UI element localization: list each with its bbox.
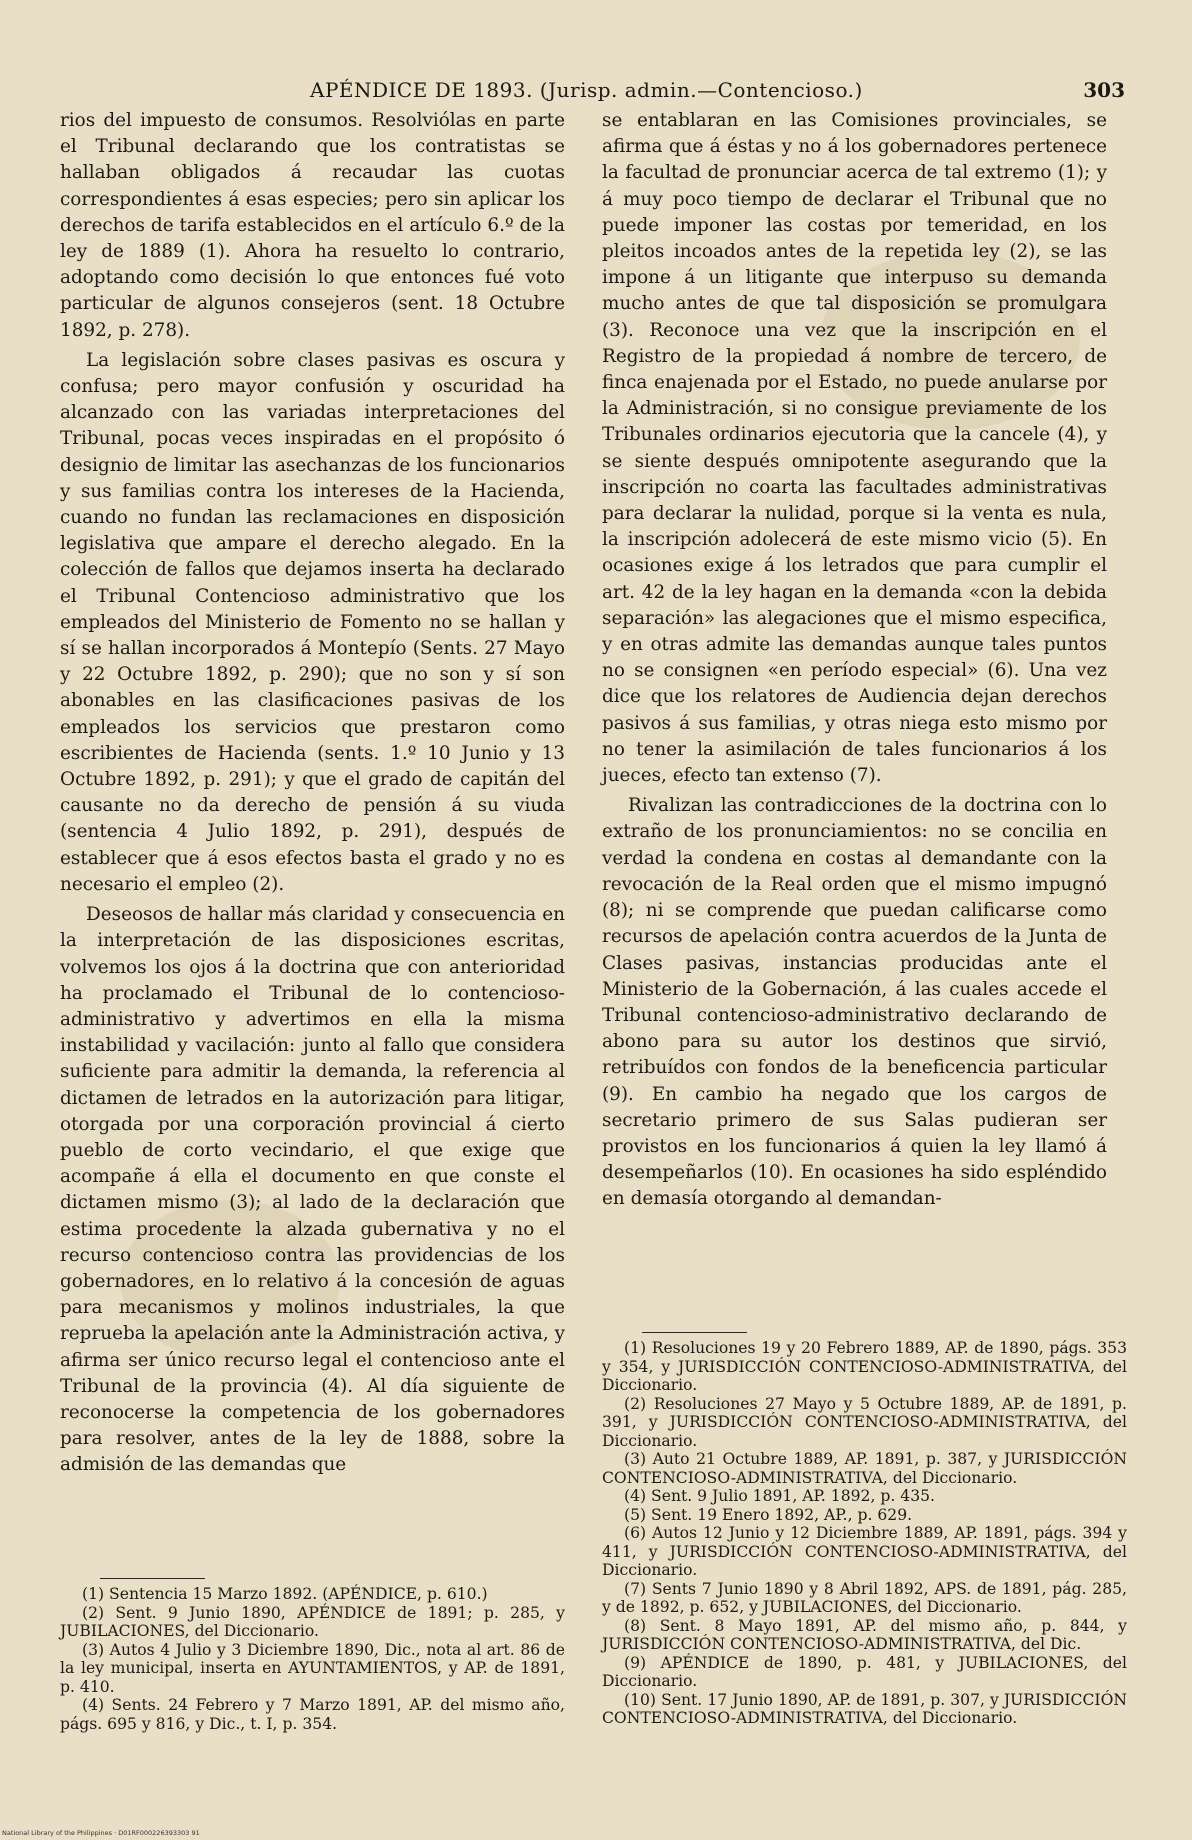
left-column — [60, 108, 565, 1479]
footnote: (4) Sents. 24 Febrero y 7 Marzo 1891, AP. del mismo año, págs. 695 y 816, y Dic., t. I, p. 354. — [60, 1696, 565, 1733]
header-title: APÉNDICE DE 1893. (Jurisp. admin.—Contencioso.) — [310, 78, 863, 102]
footnote: (2) Resoluciones 27 Mayo y 5 Octubre 1889, AP. de 1891, p. 391, y JURISDICCIÓN CONTENCIOSO-ADMINISTRATIVA, del Diccionario. — [602, 1394, 1127, 1450]
paragraph: Deseosos de hallar más claridad y consecuencia en la interpretación de las disposiciones escritas, volvemos los ojos á la doctrina que con anterioridad ha proclamado el Tribunal de lo contencioso-administrativo y advertimos en ella la misma instabilidad y vacilación: junto al fallo que considera suficiente para admitir la demanda, la referencia al dictamen de letrados en la autorización para litigar, otorgada por una corporación provincial á cierto pueblo de corto vecindario, el que exige que acompañe á ella el documento en que conste el dictamen mismo (3); al lado de la declaración que estima procedente la alzada gubernativa y no el recurso contencioso contra las providencias de los gobernadores, en lo relativo á la concesión de aguas para mecanismos y molinos industriales, la que reprueba la apelación ante la Administración activa, y afirma ser único recurso legal el contencioso ante el Tribunal de la provincia (4). Al día siguiente de reconocerse la competencia de los gobernadores para resolver, antes de la ley de 1888, sobre la admisión de las demandas que — [60, 904, 565, 1476]
right-footnotes — [602, 1332, 1127, 1728]
left-footnotes — [60, 1578, 565, 1733]
footnote: (5) Sent. 19 Enero 1892, AP., p. 629. — [624, 1505, 913, 1524]
footnote: (10) Sent. 17 Junio 1890, AP. de 1891, p. 307, y JURISDICCIÓN CONTENCIOSO-ADMINISTRATIVA, del Diccionario. — [602, 1690, 1127, 1727]
running-header — [60, 70, 1125, 110]
footnote: (7) Sents 7 Junio 1890 y 8 Abril 1892, APS. de 1891, pág. 285, y de 1892, p. 652, y JUBILACIONES, del Diccionario. — [602, 1579, 1127, 1616]
footnote: (9) APÉNDICE de 1890, p. 481, y JUBILACIONES, del Diccionario. — [602, 1653, 1127, 1690]
footnote: (6) Autos 12 Junio y 12 Diciembre 1889, AP. 1891, págs. 394 y 411, y JURISDICCIÓN CONTENCIOSO-ADMINISTRATIVA, del Diccionario. — [602, 1524, 1127, 1579]
footnote: (8) Sent. 8 Mayo 1891, AP. del mismo año, p. 844, y JURISDICCIÓN CONTENCIOSO-ADMINISTRATIVA, del Dic. — [602, 1616, 1127, 1653]
footnote: (4) Sent. 9 Julio 1891, AP. 1892, p. 435. — [624, 1487, 935, 1505]
paragraph: se entablaran en las Comisiones provinciales, se afirma que á éstas y no á los gobernadores pertenece la facultad de pronunciar acerca de tal extremo (1); y á muy poco tiempo de declarar el Tribunal que no puede imponer las costas por temeridad, en los pleitos incoados antes de la repetida ley (2), se las impone á un litigante que interpuso su demanda mucho antes de que tal disposición se promulgara (3). Reconoce una vez que la inscripción en el Registro de la propiedad á nombre de tercero, de finca enajenada por el Estado, no puede anularse por la Administración, si no consigue previamente de los Tribunales ordinarios ejecutoria que la cancele (4), y se siente después omnipotente asegurando que la inscripción no coarta las facultades administrativas para declarar la nulidad, porque si la venta es nula, la inscripción adolecerá de este mismo vicio (5). En ocasiones exige á los letrados que para cumplir el art. 42 de la ley hagan en la demanda «con la debida separación» las alegaciones que el mismo especifica, y en otras admite las demandas aunque tales puntos no se consignen «en período especial» (6). Una vez dice que los relatores de Audiencia dejan derechos pasivos á sus familias, y otras niega esto mismo por no tener la asimilación de tales funcionarios á los jueces, efecto tan extenso (7). — [602, 110, 1107, 787]
footnote-rule — [642, 1332, 747, 1333]
footnote: (3) Auto 21 Octubre 1889, AP. 1891, p. 387, y JURISDICCIÓN CONTENCIOSO-ADMINISTRATIVA, del Diccionario. — [602, 1450, 1127, 1487]
paragraph: La legislación sobre clases pasivas es oscura y confusa; pero mayor confusión y oscuridad ha alcanzado con las variadas interpretaciones del Tribunal, pocas veces inspiradas en el propósito ó designio de limitar las asechanzas de los funcionarios y sus familias contra los intereses de la Hacienda, cuando no fundan las reclamaciones en disposición legislativa que ampare el derecho alegado. En la colección de fallos que dejamos inserta ha declarado el Tribunal Contencioso administrativo que los empleados del Ministerio de Fomento no se hallan y sí se hallan incorporados á Montepío (Sents. 27 Mayo y 22 Octubre 1892, p. 290); que no son y sí son abonables en las clasificaciones pasivas de los empleados los servicios que prestaron como escribientes de Hacienda (sents. 1.º 10 Junio y 13 Octubre 1892, p. 291); y que el grado de capitán del causante no da derecho de pensión á su viuda (sentencia 4 Julio 1892, p. 291), después de establecer que á esos efectos basta el grado y no es necesario el empleo (2). — [60, 349, 565, 895]
right-column — [602, 108, 1107, 1213]
paragraph: rios del impuesto de consumos. Resolviólas en parte el Tribunal declarando que los contratistas se hallaban obligados á recaudar las cuotas correspondientes á esas especies; pero sin aplicar los derechos de tarifa establecidos en el artículo 6.º de la ley de 1889 (1). Ahora ha resuelto lo contrario, adoptando como decisión lo que entonces fué voto particular de algunos consejeros (sent. 18 Octubre 1892, p. 278). — [60, 110, 565, 341]
footnote: (2) Sent. 9 Junio 1890, APÉNDICE de 1891; p. 285, y JUBILACIONES, del Diccionario. — [60, 1603, 565, 1640]
paragraph: Rivalizan las contradicciones de la doctrina con lo extraño de los pronunciamientos: no se concilia en verdad la condena en costas al demandante con la revocación de la Real orden que el mismo impugnó (8); ni se comprende que puedan calificarse como recursos de apelación contra acuerdos de la Junta de Clases pasivas, instancias producidas ante el Ministerio de la Gobernación, á las cuales accede el Tribunal contencioso-administrativo declarando de abono para su autor los destinos que sirvió, retribuídos con fondos de la beneficencia particular (9). En cambio ha negado que los cargos de secretario primero de sus Salas pudieran ser provistos en los funcionarios á quien la ley llamó á desempeñarlos (10). En ocasiones ha sido espléndido en demasía otorgando al demandan- — [602, 795, 1107, 1210]
footnote: (1) Sentencia 15 Marzo 1892. (APÉNDICE, p. 610.) — [82, 1585, 488, 1603]
catalog-note: National Library of the Philippines · D01RF000226393303 91 — [2, 1829, 200, 1837]
footnote-rule — [100, 1578, 205, 1579]
footnote: (3) Autos 4 Julio y 3 Diciembre 1890, Dic., nota al art. 86 de la ley municipal, inserta en AYUNTAMIENTOS, y AP. de 1891, p. 410. — [60, 1640, 565, 1696]
footnote: (1) Resoluciones 19 y 20 Febrero 1889, AP. de 1890, págs. 353 y 354, y JURISDICCIÓN CONTENCIOSO-ADMINISTRATIVA, del Diccionario. — [602, 1339, 1127, 1394]
page-number: 303 — [1083, 78, 1125, 102]
